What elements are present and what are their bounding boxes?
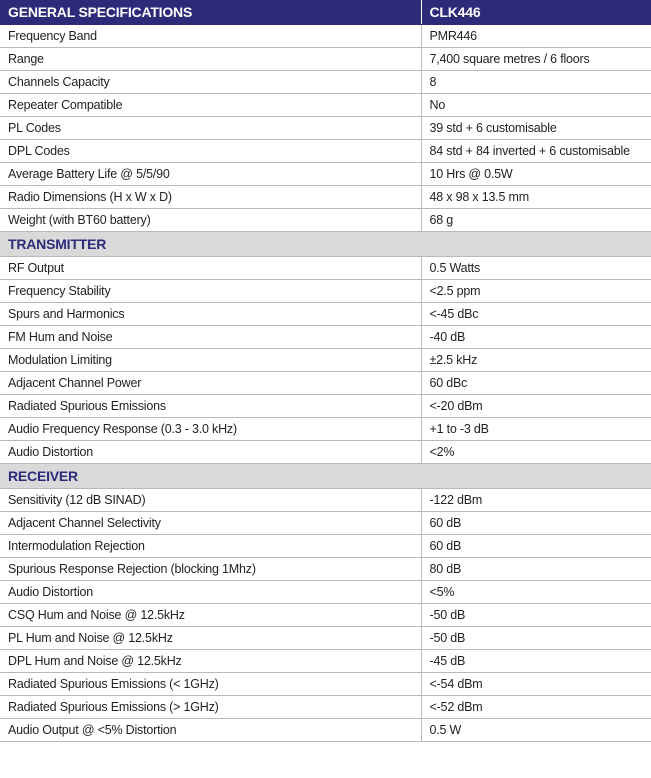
spec-label: Audio Output @ <5% Distortion (0, 718, 421, 741)
receiver-spec-rows (0, 488, 651, 741)
table-row (0, 256, 651, 279)
table-row (0, 116, 651, 139)
spec-value: -122 dBm (421, 488, 651, 511)
spec-value: 7,400 square metres / 6 floors (421, 47, 651, 70)
table-row (0, 70, 651, 93)
spec-label: Adjacent Channel Selectivity (0, 511, 421, 534)
table-row (0, 394, 651, 417)
spec-label: Radio Dimensions (H x W x D) (0, 185, 421, 208)
spec-value: <-52 dBm (421, 695, 651, 718)
spec-label: Spurs and Harmonics (0, 302, 421, 325)
spec-value: 0.5 W (421, 718, 651, 741)
spec-label: Intermodulation Rejection (0, 534, 421, 557)
spec-label: Repeater Compatible (0, 93, 421, 116)
table-row (0, 649, 651, 672)
spec-label: PL Hum and Noise @ 12.5kHz (0, 626, 421, 649)
spec-value: 60 dB (421, 511, 651, 534)
spec-value: <-20 dBm (421, 394, 651, 417)
spec-value: <-45 dBc (421, 302, 651, 325)
spec-value: -45 dB (421, 649, 651, 672)
spec-label: Radiated Spurious Emissions (> 1GHz) (0, 695, 421, 718)
general-specs-header (0, 0, 651, 24)
spec-label: DPL Hum and Noise @ 12.5kHz (0, 649, 421, 672)
table-row (0, 557, 651, 580)
table-row (0, 511, 651, 534)
spec-label: Average Battery Life @ 5/5/90 (0, 162, 421, 185)
table-row (0, 185, 651, 208)
table-row (0, 580, 651, 603)
spec-value: 0.5 Watts (421, 256, 651, 279)
table-row (0, 302, 651, 325)
transmitter-spec-rows (0, 256, 651, 463)
spec-value: ±2.5 kHz (421, 348, 651, 371)
transmitter-title: TRANSMITTER (0, 231, 421, 256)
spec-value: <2.5 ppm (421, 279, 651, 302)
spec-label: RF Output (0, 256, 421, 279)
spec-label: CSQ Hum and Noise @ 12.5kHz (0, 603, 421, 626)
spec-label: Audio Frequency Response (0.3 - 3.0 kHz) (0, 417, 421, 440)
spec-label: Range (0, 47, 421, 70)
spec-label: Spurious Response Rejection (blocking 1Mhz) (0, 557, 421, 580)
spec-label: Channels Capacity (0, 70, 421, 93)
table-row (0, 371, 651, 394)
receiver-section (0, 463, 651, 488)
spec-label: Sensitivity (12 dB SINAD) (0, 488, 421, 511)
spec-value: 60 dB (421, 534, 651, 557)
spec-value: 80 dB (421, 557, 651, 580)
spec-label: PL Codes (0, 116, 421, 139)
table-row (0, 47, 651, 70)
spec-label: DPL Codes (0, 139, 421, 162)
table-row (0, 672, 651, 695)
spec-label: Adjacent Channel Power (0, 371, 421, 394)
spec-value: <-54 dBm (421, 672, 651, 695)
table-row (0, 718, 651, 741)
spec-value: 68 g (421, 208, 651, 231)
receiver-header-blank (421, 463, 651, 488)
spec-label: Frequency Stability (0, 279, 421, 302)
transmitter-section (0, 231, 651, 256)
spec-label: Frequency Band (0, 24, 421, 47)
spec-label: FM Hum and Noise (0, 325, 421, 348)
transmitter-header (0, 231, 651, 256)
table-row (0, 534, 651, 557)
spec-label: Radiated Spurious Emissions (< 1GHz) (0, 672, 421, 695)
table-row (0, 626, 651, 649)
receiver-header (0, 463, 651, 488)
table-row (0, 24, 651, 47)
spec-table-body (0, 0, 651, 24)
table-row (0, 488, 651, 511)
spec-value: 84 std + 84 inverted + 6 customisable (421, 139, 651, 162)
table-row (0, 348, 651, 371)
table-row (0, 162, 651, 185)
spec-value: +1 to -3 dB (421, 417, 651, 440)
general-specs-title: GENERAL SPECIFICATIONS (0, 0, 421, 24)
spec-value: 39 std + 6 customisable (421, 116, 651, 139)
spec-value: 10 Hrs @ 0.5W (421, 162, 651, 185)
receiver-title: RECEIVER (0, 463, 421, 488)
spec-value: PMR446 (421, 24, 651, 47)
table-row (0, 695, 651, 718)
spec-value: <2% (421, 440, 651, 463)
spec-label: Audio Distortion (0, 580, 421, 603)
table-row (0, 93, 651, 116)
spec-value: -40 dB (421, 325, 651, 348)
spec-value: 48 x 98 x 13.5 mm (421, 185, 651, 208)
table-row (0, 417, 651, 440)
table-row (0, 279, 651, 302)
spec-label: Audio Distortion (0, 440, 421, 463)
spec-label: Modulation Limiting (0, 348, 421, 371)
spec-value: 60 dBc (421, 371, 651, 394)
table-row (0, 440, 651, 463)
model-name: CLK446 (421, 0, 651, 24)
table-row (0, 603, 651, 626)
table-row (0, 139, 651, 162)
spec-value: -50 dB (421, 626, 651, 649)
spec-value: -50 dB (421, 603, 651, 626)
general-spec-rows (0, 24, 651, 231)
transmitter-header-blank (421, 231, 651, 256)
spec-value: 8 (421, 70, 651, 93)
table-row (0, 325, 651, 348)
spec-label: Radiated Spurious Emissions (0, 394, 421, 417)
spec-label: Weight (with BT60 battery) (0, 208, 421, 231)
spec-value: <5% (421, 580, 651, 603)
table-row (0, 208, 651, 231)
spec-value: No (421, 93, 651, 116)
